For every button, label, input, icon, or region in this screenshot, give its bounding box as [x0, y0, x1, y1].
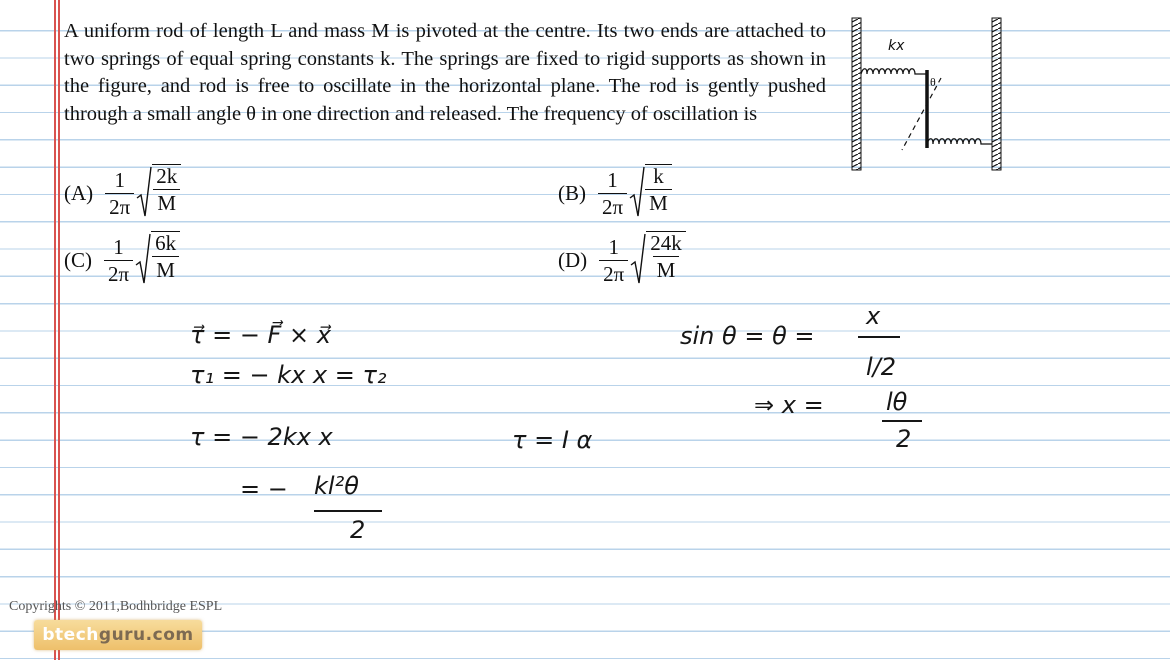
copyright-notice: Copyrights © 2011,Bodhbridge ESPL	[9, 599, 223, 614]
displacement-numerator: lθ	[886, 388, 908, 416]
torque-substituted-lhs: = −	[240, 475, 288, 503]
coefficient-fraction: $\frac{1}{2\pi}$	[105, 169, 134, 218]
torque-substituted-denominator: 2	[350, 516, 366, 544]
torque-substituted-numerator: kl²θ	[314, 472, 359, 500]
coefficient-fraction: $\frac{1}{2\pi}$	[104, 236, 133, 285]
spring-force-label: kx	[888, 38, 905, 54]
total-torque: τ = − 2kx x	[190, 423, 333, 451]
small-angle-numerator: x	[866, 302, 881, 330]
torque-each-spring: τ₁ = − kx x = τ₂	[190, 361, 387, 389]
torque-cross-product: τ⃗ = − F⃗ × x⃗	[190, 321, 331, 349]
radicand-fraction: $\frac{k}{M}$	[645, 164, 672, 214]
angle-label: θ	[930, 75, 936, 89]
radicand-fraction: $\frac{2k}{M}$	[152, 164, 181, 214]
btechguru-logo[interactable]: btech guru.com	[34, 620, 202, 650]
small-angle-denominator: l/2	[866, 353, 897, 381]
displacement-denominator: 2	[896, 425, 912, 453]
radicand-fraction: $\frac{24k}{M}$	[646, 231, 686, 281]
coefficient-fraction: $\frac{1}{2\pi}$	[598, 169, 627, 218]
coefficient-fraction: $\frac{1}{2\pi}$	[599, 236, 628, 285]
option-label: (D)	[558, 247, 588, 272]
option-label: (A)	[64, 180, 94, 205]
option-label: (B)	[558, 180, 586, 205]
problem-text: A uniform rod of length L and mass M is pivoted at the centre. Its two ends are attached to two springs of equal spring constants k. The springs are fixed to rigid supports as shown in the figure, and rod is free to oscillate in the horizontal plane. The rod is gently pushed through a small angle θ in one direction and released. The frequency of oscillation is	[64, 20, 826, 125]
option-label: (C)	[64, 247, 92, 272]
torque-angular-acceleration: τ = I α	[512, 426, 593, 454]
radicand-fraction: $\frac{6k}{M}$	[151, 231, 180, 281]
small-angle-approx-lhs: sin θ = θ =	[680, 322, 815, 350]
displacement-lhs: ⇒ x =	[754, 391, 824, 419]
